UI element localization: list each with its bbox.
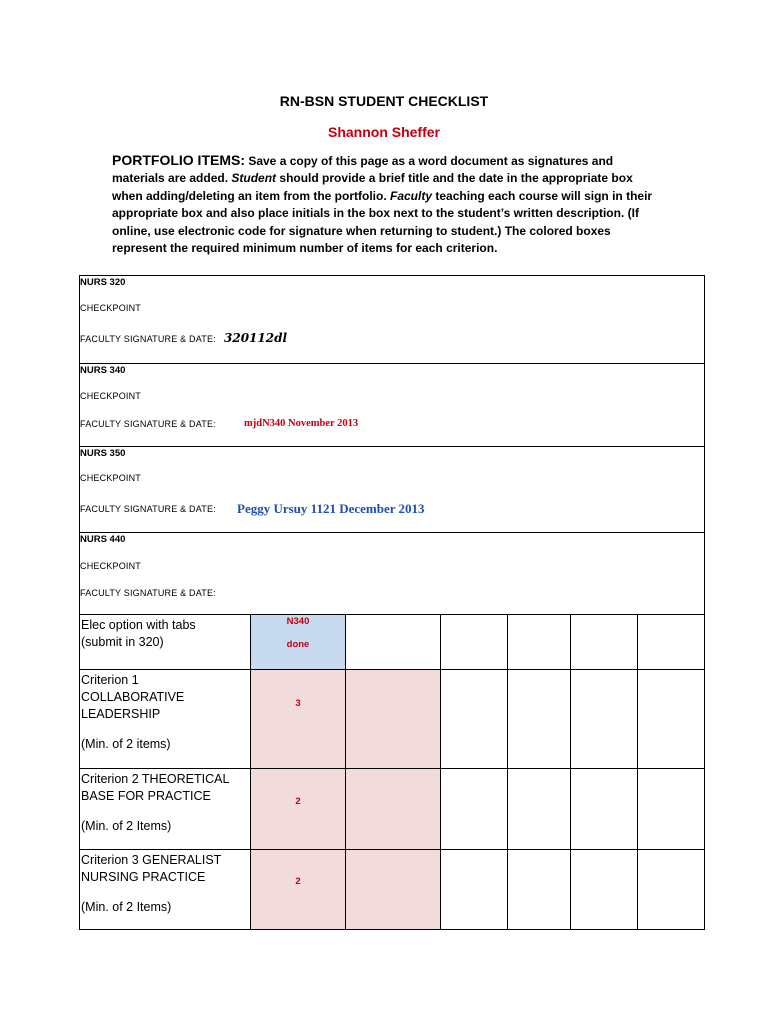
criterion-minimum: (Min. of 2 Items) xyxy=(81,900,172,914)
course-code: NURS 350 xyxy=(80,448,126,459)
criterion-line: LEADERSHIP xyxy=(81,707,161,721)
item-cell[interactable] xyxy=(346,615,441,670)
page-title: RN-BSN STUDENT CHECKLIST xyxy=(279,93,489,109)
item-cell[interactable] xyxy=(638,670,705,769)
faculty-signature-label: FACULTY SIGNATURE & DATE: xyxy=(80,588,216,598)
course-code: NURS 440 xyxy=(80,534,126,545)
criterion-line: NURSING PRACTICE xyxy=(81,870,206,884)
criterion-line: Criterion 3 GENERALIST xyxy=(81,853,222,867)
intro-faculty-word: Faculty xyxy=(390,188,433,203)
intro-part3: teaching each course will sign in their appropriate box and also place initials in the box next to the student’s written description. (If online, use electronic code for signature when returning to student.) The colored boxes represent the required minimum number of items for each criterion. xyxy=(112,188,653,256)
portfolio-instructions xyxy=(112,152,657,257)
item-cell[interactable] xyxy=(251,615,346,670)
item-cell[interactable] xyxy=(638,615,705,670)
faculty-signature-value[interactable]: 320112dl xyxy=(224,331,288,345)
course-block-nurs-440 xyxy=(79,532,705,615)
item-cell[interactable] xyxy=(346,769,441,850)
item-cell[interactable] xyxy=(441,670,508,769)
item-cell[interactable] xyxy=(251,850,346,930)
criterion-minimum: (Min. of 2 Items) xyxy=(81,819,172,833)
item-value: N340 xyxy=(286,616,310,627)
intro-part1: Save a copy of this page as a word document as signatures and materials are added. xyxy=(112,154,614,186)
item-cell[interactable] xyxy=(508,670,571,769)
item-cell[interactable] xyxy=(346,850,441,930)
faculty-signature-value[interactable]: Peggy Ursuy 1121 December 2013 xyxy=(237,501,425,516)
course-block-nurs-350 xyxy=(79,446,705,533)
item-value: 2 xyxy=(295,796,301,807)
intro-student-word: Student xyxy=(231,171,277,186)
criterion-label xyxy=(80,670,251,769)
item-cell[interactable] xyxy=(638,769,705,850)
intro-part2: should provide a brief title and the date in the appropriate box when adding/deleting an item from the portfolio. xyxy=(112,171,633,203)
table-row xyxy=(80,670,705,769)
item-value: 3 xyxy=(295,698,301,709)
item-cell[interactable] xyxy=(441,615,508,670)
criterion-label xyxy=(80,850,251,930)
item-cell[interactable] xyxy=(251,769,346,850)
item-cell[interactable] xyxy=(508,769,571,850)
item-cell[interactable] xyxy=(638,850,705,930)
item-cell[interactable] xyxy=(441,850,508,930)
item-cell[interactable] xyxy=(571,769,638,850)
course-code: NURS 340 xyxy=(80,365,126,376)
course-block-nurs-340 xyxy=(79,363,705,447)
table-row xyxy=(80,850,705,930)
table-row xyxy=(80,769,705,850)
item-cell[interactable] xyxy=(571,670,638,769)
criterion-line: Elec option with tabs xyxy=(81,618,196,632)
checkpoint-label: CHECKPOINT xyxy=(80,391,142,401)
faculty-signature-label: FACULTY SIGNATURE & DATE: xyxy=(80,419,216,429)
criterion-label xyxy=(80,769,251,850)
item-cell[interactable] xyxy=(441,769,508,850)
criterion-label xyxy=(80,615,251,670)
intro-lead: PORTFOLIO ITEMS: xyxy=(112,152,245,168)
course-block-nurs-320 xyxy=(79,275,705,364)
faculty-signature-label: FACULTY SIGNATURE & DATE: xyxy=(80,334,216,344)
item-cell[interactable] xyxy=(571,850,638,930)
criterion-line: Criterion 1 xyxy=(81,673,139,687)
criterion-line: BASE FOR PRACTICE xyxy=(81,789,211,803)
student-name: Shannon Sheffer xyxy=(327,124,440,140)
item-cell[interactable] xyxy=(251,670,346,769)
course-code: NURS 320 xyxy=(80,277,126,288)
table-row xyxy=(80,615,705,670)
criteria-table xyxy=(79,614,705,930)
item-cell[interactable] xyxy=(508,615,571,670)
criterion-minimum: (Min. of 2 items) xyxy=(81,737,171,751)
item-cell[interactable] xyxy=(346,670,441,769)
checkpoint-label: CHECKPOINT xyxy=(80,473,142,483)
criterion-line: (submit in 320) xyxy=(81,635,164,649)
item-cell[interactable] xyxy=(508,850,571,930)
item-cell[interactable] xyxy=(571,615,638,670)
faculty-signature-value[interactable]: mjdN340 November 2013 xyxy=(244,418,359,429)
checkpoint-label: CHECKPOINT xyxy=(80,561,142,571)
item-value: done xyxy=(286,639,310,650)
criterion-line: COLLABORATIVE xyxy=(81,690,185,704)
item-value: 2 xyxy=(295,876,301,887)
faculty-signature-label: FACULTY SIGNATURE & DATE: xyxy=(80,504,216,514)
checkpoint-label: CHECKPOINT xyxy=(80,303,142,313)
criterion-line: Criterion 2 THEORETICAL xyxy=(81,772,230,786)
